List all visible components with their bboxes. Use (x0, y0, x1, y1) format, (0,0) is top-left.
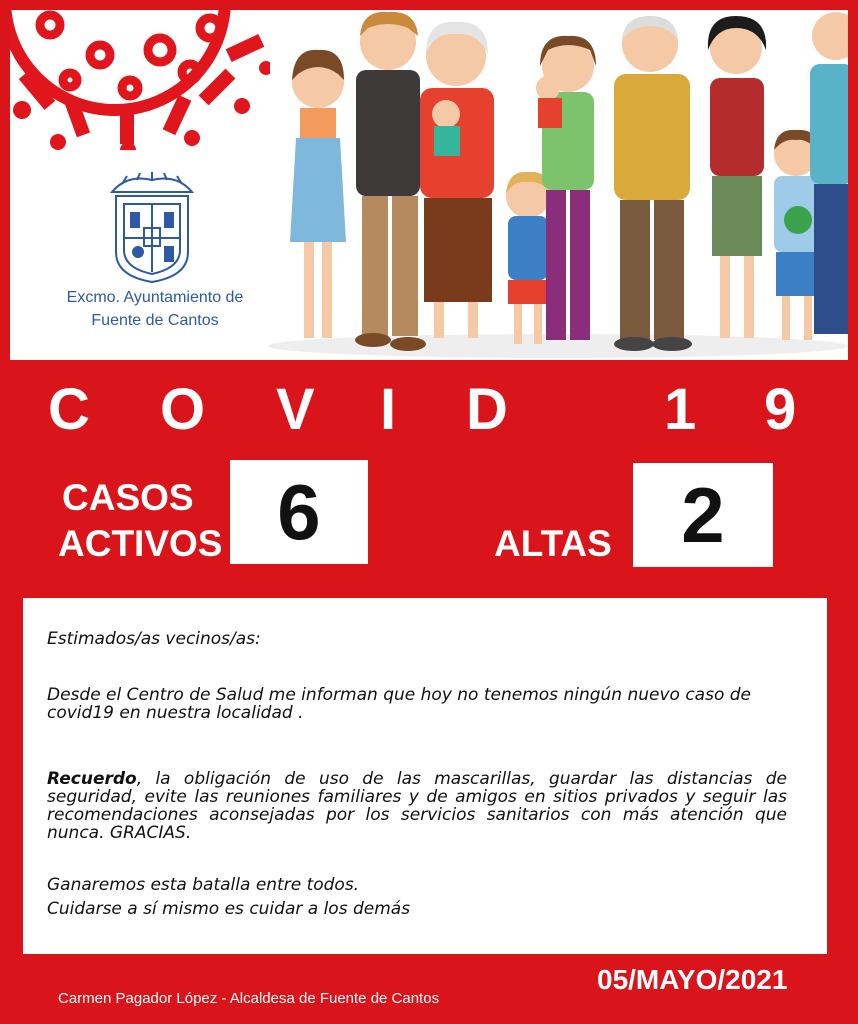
title-letter: D (466, 377, 508, 442)
family-illustration (258, 10, 848, 360)
signature: Carmen Pagador López - Alcaldesa de Fuente de Cantos (58, 990, 440, 1007)
closing-line2: Cuidarse a sí mismo es cuidar a los demás (47, 899, 411, 919)
title-letter: 9 (764, 377, 797, 442)
town-hall-line1: Excmo. Ayuntamiento de (66, 289, 244, 306)
report-date: 05/MAYO/2021 (597, 964, 788, 995)
discharges-label: ALTAS (494, 523, 612, 564)
title-letter: 1 (664, 377, 697, 442)
closing-line1: Ganaremos esta batalla entre todos. (47, 875, 360, 895)
title-letter: C (48, 377, 90, 442)
reminder-keyword: Recuerdo (47, 769, 137, 789)
reminder-text: , la obligación de uso de las mascarillas, guardar las distancias de seguridad, evite las reuniones familiares y de amigos en sitios privados y seguir las recomendaciones aconsejadas por los servicios sanitarios con más atención que nunca. GRACIAS. (47, 769, 787, 843)
hero-panel (10, 10, 848, 360)
title-letter: O (160, 377, 206, 442)
status-paragraph: Desde el Centro de Salud me informan que hoy no tenemos ningún nuevo caso de covid19 en nuestra localidad . (47, 685, 752, 723)
coronavirus-icon (10, 10, 270, 150)
active-cases-label-line2: ACTIVOS (58, 523, 223, 564)
title-letter: V (276, 377, 315, 442)
discharges-count: 2 (633, 463, 773, 567)
covid-title (30, 377, 830, 442)
greeting-text: Estimados/as vecinos/as: (47, 629, 261, 649)
active-cases-count: 6 (230, 460, 368, 564)
title-letter: I (380, 377, 397, 442)
town-hall-line2: Fuente de Cantos (91, 312, 219, 329)
reminder-paragraph (47, 770, 787, 842)
coat-of-arms-icon (102, 172, 202, 284)
active-cases-label-line1: CASOS (62, 477, 194, 518)
message-card (23, 598, 827, 954)
